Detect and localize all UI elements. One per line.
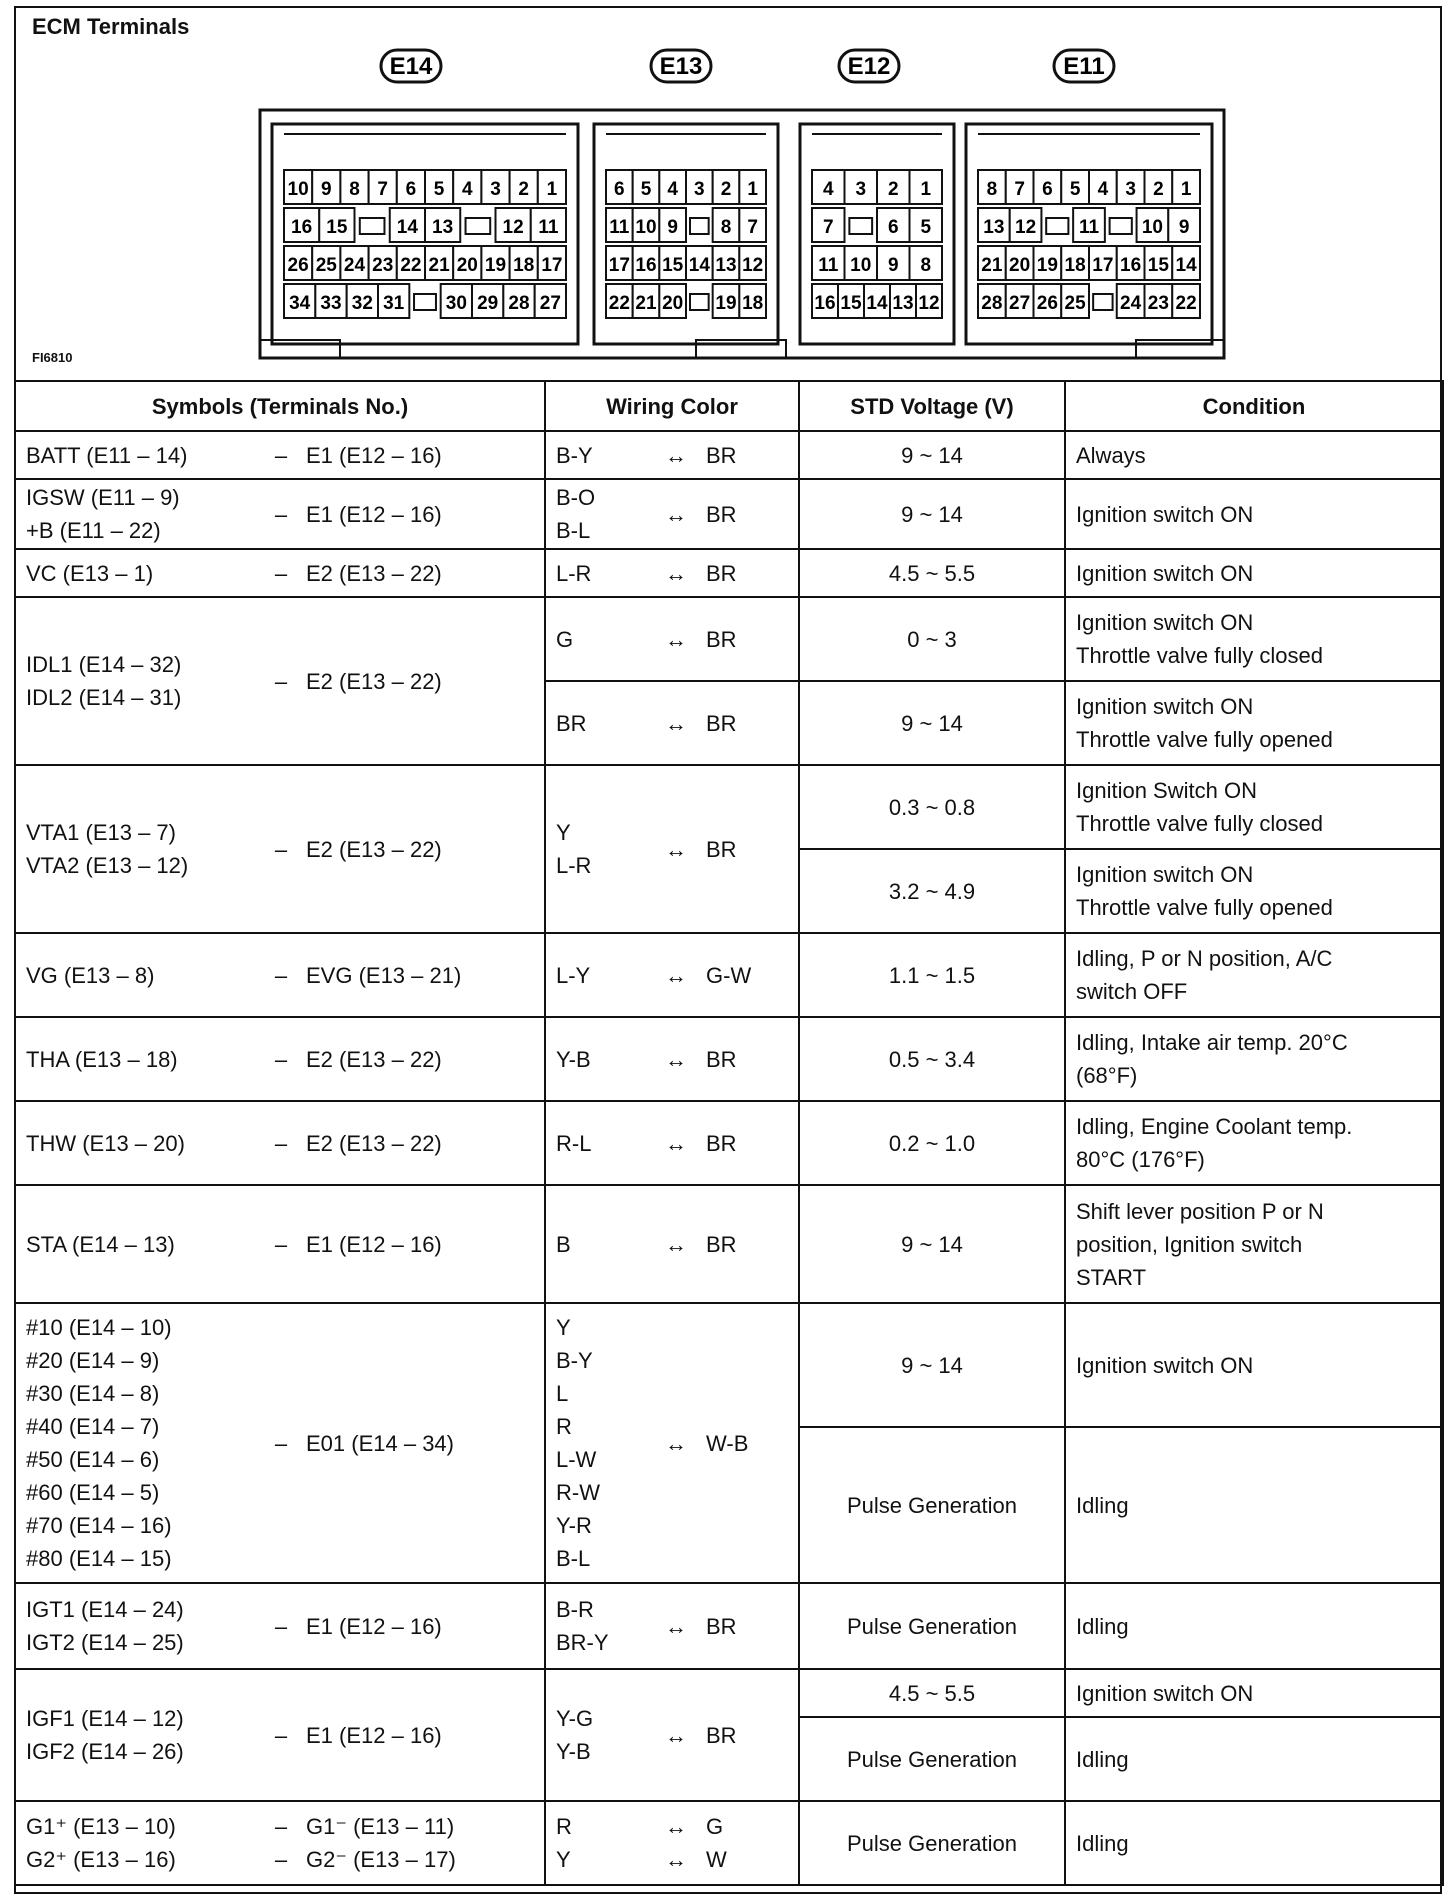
connector-label: E11 [1063,53,1105,80]
pin-number: 26 [1036,293,1058,314]
pin-number: 18 [1064,255,1086,276]
table-row: VG (E13 – 8) – EVG (E13 – 21) L-Y ↔ G-W 1.1 ~ 1.5 Idling, P or N position, A/C switch OFF [15,933,1443,1017]
pin-number: 13 [892,293,914,314]
connector-key-slot [690,294,709,310]
pin-number: 31 [383,293,405,314]
pin-number: 11 [818,255,839,276]
table-header-row [15,381,1443,431]
table-row: BATT (E11 – 14) – E1 (E12 – 16) B-Y ↔ BR 9 ~ 14 Always [15,431,1443,479]
pin-number: 5 [1069,179,1081,200]
pin-number: 14 [866,293,888,314]
pin-number: 1 [546,179,558,200]
symbol-terminal: BATT (E11 – 14) [26,442,188,468]
connector-key-slot [466,218,491,234]
pin-number: 3 [694,179,705,200]
pin-number: 27 [1009,293,1031,314]
pin-number: 23 [372,255,394,276]
pin-number: 12 [918,293,940,314]
table-row: STA (E14 – 13) – E1 (E12 – 16) B ↔ BR 9 ~ 14 Shift lever position P or N position, Ignition switch START [15,1185,1443,1303]
pin-number: 2 [1153,179,1164,200]
table-row: G1⁺ (E13 – 10) – G1⁻ (E13 – 11) G2⁺ (E13 – 16) – G2⁻ (E13 – 17) R ↔ G Y ↔ W Pulse Generation Idling [15,1801,1443,1885]
connector-key-slot [360,218,385,234]
pin-number: 3 [855,179,867,200]
pin-number: 7 [822,217,834,238]
pin-number: 34 [289,293,311,314]
table-row: VC (E13 – 1) – E2 (E13 – 22) L-R ↔ BR 4.5 ~ 5.5 Ignition switch ON [15,549,1443,597]
pin-number: 14 [396,217,418,238]
connector-key-slot [1046,218,1068,234]
connector-key-slot [1110,218,1132,234]
pin-number: 16 [814,293,836,314]
pin-number: 25 [1064,293,1086,314]
pin-number: 3 [1125,179,1136,200]
pin-number: 28 [508,293,530,314]
pin-number: 11 [1078,217,1100,238]
pin-number: 1 [1180,179,1192,200]
table-row: IGT1 (E14 – 24) IGT2 (E14 – 25) – E1 (E12 – 16) B-R BR-Y ↔ BR Pulse Generation Idling [15,1583,1443,1669]
table-row: BR ↔ BR 9 ~ 14 Ignition switch ON Throttle valve fully opened [15,681,1443,765]
pin-number: 15 [1147,255,1169,276]
pin-number: 19 [484,255,507,276]
pin-number: 6 [1042,179,1053,200]
header-voltage: STD Voltage (V) [799,381,1065,431]
pin-number: 16 [291,217,313,238]
pin-number: 13 [432,217,454,238]
pin-number: 12 [1015,217,1037,238]
pin-number: 21 [981,255,1003,276]
pin-number: 4 [1097,179,1109,200]
condition: Always [1065,431,1443,479]
pin-number: 3 [490,179,501,200]
symbol-ground: E1 (E12 – 16) [306,442,442,468]
pin-number: 2 [518,179,529,200]
pin-number: 13 [715,255,737,276]
pin-number: 4 [822,179,834,200]
table-row: 3.2 ~ 4.9 Ignition switch ON Throttle valve fully opened [15,849,1443,933]
page-title: ECM Terminals [32,14,190,39]
pin-number: 18 [513,255,535,276]
pin-number: 6 [405,179,417,200]
pin-number: 5 [640,179,652,200]
pin-number: 17 [541,255,563,276]
pin-number: 23 [1147,293,1169,314]
table-row: IDL1 (E14 – 32) IDL2 (E14 – 31) – E2 (E13 – 22) G ↔ BR 0 ~ 3 Ignition switch ON Throttle valve fully closed [15,597,1443,681]
pin-number: 10 [1141,217,1163,238]
pin-number: 19 [715,293,737,314]
pin-number: 7 [377,179,388,200]
connector-key-slot [690,218,709,234]
pin-number: 26 [287,255,309,276]
pin-number: 24 [343,255,366,276]
pin-number: 9 [887,255,899,276]
pin-number: 21 [635,293,657,314]
pin-number: 9 [321,179,332,200]
pin-number: 16 [635,255,657,276]
pin-number: 20 [456,255,478,276]
header-wiring: Wiring Color [545,381,799,431]
pin-number: 28 [981,293,1003,314]
pin-number: 10 [287,179,309,200]
figure-id: FI6810 [32,350,73,365]
pin-number: 29 [477,293,499,314]
pin-number: 12 [742,255,764,276]
pin-number: 7 [1014,179,1025,200]
pin-number: 1 [920,179,932,200]
table-row: IGSW (E11 – 9) +B (E11 – 22) – E1 (E12 – 16) B-O B-L ↔ BR 9 ~ 14 Ignition switch ON [15,479,1443,549]
pin-number: 10 [635,217,657,238]
pin-number: 15 [326,217,348,238]
pin-number: 2 [887,179,899,200]
table-row: IGF1 (E14 – 12) IGF2 (E14 – 26) – E1 (E12 – 16) Y-G Y-B ↔ BR 4.5 ~ 5.5 Ignition switch ON [15,1669,1443,1717]
connector-label: E13 [659,53,703,80]
pin-number: 6 [887,217,899,238]
pin-number: 5 [433,179,445,200]
pin-number: 22 [608,293,630,314]
pin-number: 1 [747,179,758,200]
pin-number: 14 [1175,255,1197,276]
pin-number: 13 [983,217,1005,238]
pin-number: 8 [349,179,360,200]
table-row: VTA1 (E13 – 7) VTA2 (E13 – 12) – E2 (E13 – 22) Y L-R ↔ BR 0.3 ~ 0.8 Ignition Switch ON Throttle valve fully closed [15,765,1443,849]
pin-number: 11 [538,217,559,238]
pin-number: 9 [1178,217,1190,238]
connector-key-slot [1093,294,1112,310]
pin-number: 22 [400,255,422,276]
header-symbols: Symbols (Terminals No.) [15,381,545,431]
table-row: #10 (E14 – 10) #20 (E14 – 9) #30 (E14 – 8) #40 (E14 – 7) #50 (E14 – 6) #60 (E14 – 5) #70 (E14 – 16) #80 (E14 – 15) – E01 (E14 – 34) Y B-Y L R L-W R-W Y-R B-L ↔ W-B 9 ~ 14 Ignition switch ON [15,1303,1443,1427]
pin-number: 33 [320,293,342,314]
pin-number: 20 [1009,255,1031,276]
std-voltage: 9 ~ 14 [799,431,1065,479]
pin-number: 4 [667,179,678,200]
table-row: Pulse Generation Idling [15,1427,1443,1583]
pin-number: 30 [445,293,467,314]
pin-number: 32 [351,293,373,314]
pin-number: 15 [662,255,684,276]
pin-number: 20 [662,293,684,314]
header-condition: Condition [1065,381,1443,431]
pin-number: 22 [1175,293,1197,314]
connector-label: E12 [847,53,891,80]
pin-number: 15 [840,293,862,314]
pin-number: 8 [720,217,732,238]
pin-number: 2 [720,179,732,200]
pin-number: 25 [315,255,337,276]
pin-number: 17 [608,255,630,276]
pin-number: 6 [614,179,625,200]
pin-number: 9 [667,217,678,238]
pin-number: 19 [1036,255,1058,276]
pin-number: 8 [986,179,998,200]
table-row: THW (E13 – 20) – E2 (E13 – 22) R-L ↔ BR 0.2 ~ 1.0 Idling, Engine Coolant temp. 80°C (176°F) [15,1101,1443,1185]
pin-number: 16 [1120,255,1142,276]
pin-number: 27 [539,293,561,314]
connector-label: E14 [389,53,433,80]
pin-number: 10 [850,255,872,276]
connector-key-slot [414,294,436,310]
pin-number: 18 [742,293,764,314]
pin-number: 24 [1120,293,1142,314]
connector-diagram [16,40,1440,370]
pin-number: 21 [428,255,450,276]
pin-number: 14 [688,255,710,276]
pin-number: 11 [609,217,630,238]
table-row: THA (E13 – 18) – E2 (E13 – 22) Y-B ↔ BR 0.5 ~ 3.4 Idling, Intake air temp. 20°C (68°F) [15,1017,1443,1101]
pin-number: 12 [502,217,524,238]
pin-number: 17 [1092,255,1114,276]
connector-key-slot [849,218,872,234]
pin-number: 5 [920,217,932,238]
ecm-terminal-table [14,380,1444,1886]
pin-number: 4 [462,179,473,200]
pin-number: 8 [920,255,932,276]
table-row: Pulse Generation Idling [15,1717,1443,1801]
pin-number: 7 [747,217,758,238]
